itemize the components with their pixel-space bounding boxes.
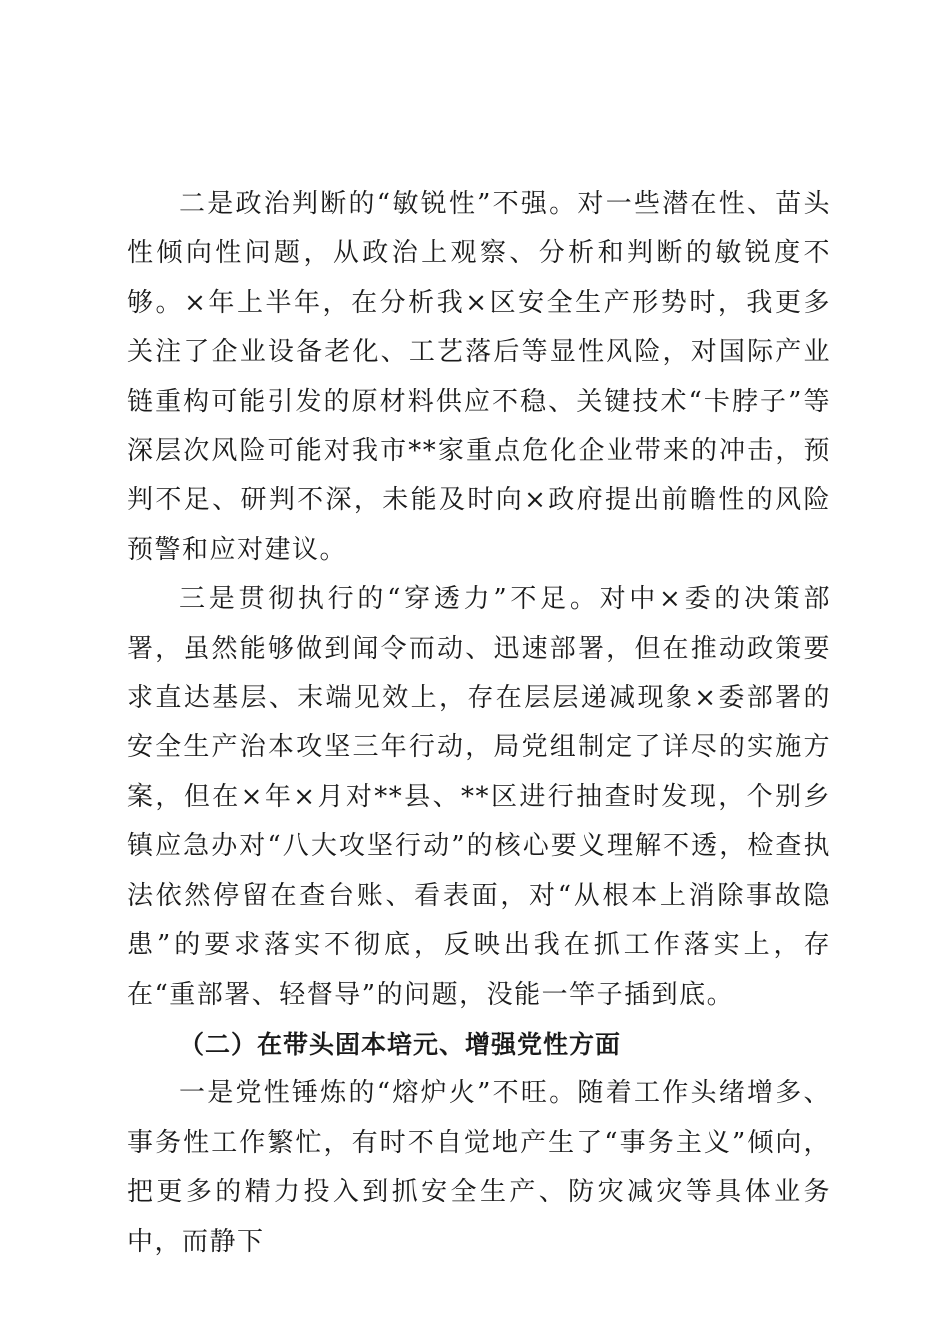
paragraph-execution-penetration: 三是贯彻执行的“穿透力”不足。对中×委的决策部署，虽然能够做到闻令而动、迅速部署，但在推动政策要求直达基层、末端见效上，存在层层递减现象×委部署的安全生产治本攻坚三年行动，局党组制定了详尽的实施方案，但在×年×月对**县、**区进行抽查时发现，个别乡镇应急办对“八大攻坚行动”的核心要义理解不透，检查执法依然停留在查台账、看表面，对“从根本上消除事故隐患”的要求落实不彻底，反映出我在抓工作落实上，存在“重部署、轻督导”的问题，没能一竿子插到底。: [127, 584, 831, 1010]
document-body: [127, 180, 831, 1267]
paragraph-political-judgment: 二是政治判断的“敏锐性”不强。对一些潜在性、苗头性倾向性问题，从政治上观察、分析和判断的敏锐度不够。×年上半年，在分析我×区安全生产形势时，我更多关注了企业设备老化、工艺落后等显性风险，对国际产业链重构可能引发的原材料供应不稳、关键技术“卡脖子”等深层次风险可能对我市**家重点危化企业带来的冲击，预判不足、研判不深，未能及时向×政府提出前瞻性的风险预警和应对建议。: [127, 189, 831, 565]
section-heading: （二）在带头固本培元、增强党性方面: [179, 1029, 622, 1059]
paragraph-party-spirit: 一是党性锤炼的“熔炉火”不旺。随着工作头绪增多、事务性工作繁忙，有时不自觉地产生了“事务主义”倾向，把更多的精力投入到抓安全生产、防灾减灾等具体业务中，而静下: [127, 1078, 831, 1257]
